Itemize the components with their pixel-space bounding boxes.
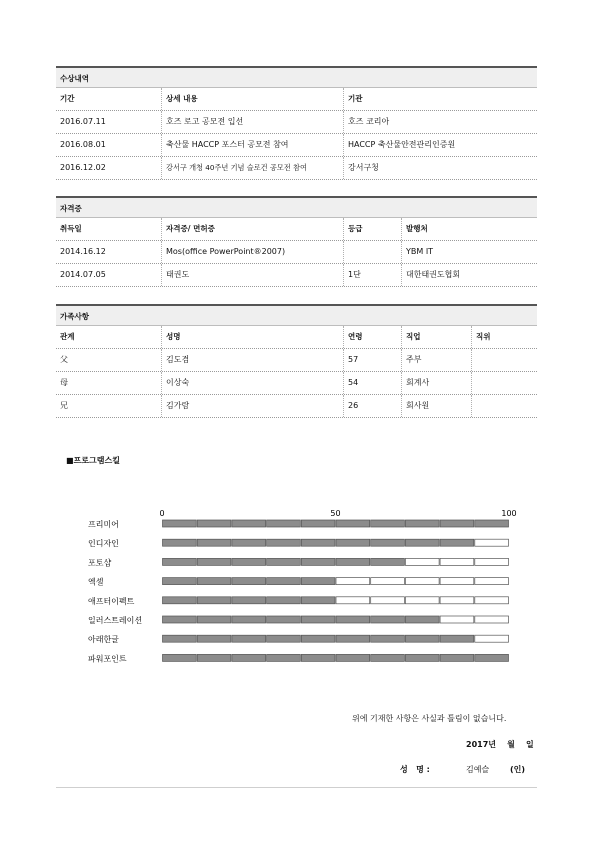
skill-label: 애프터이펙트 — [88, 596, 135, 606]
skill-bar-filled-segment — [301, 578, 335, 585]
cert-header-name: 자격증/ 면허증 — [161, 218, 343, 240]
skill-bar-filled-segment — [371, 616, 405, 623]
skill-bar-filled-segment — [336, 654, 370, 661]
family-age: 57 — [343, 349, 401, 371]
skill-bar-empty-segment — [475, 597, 509, 604]
skill-bar-filled-segment — [371, 635, 405, 642]
skill-bar-filled-segment — [475, 520, 509, 527]
skill-bar-empty-segment — [440, 558, 474, 565]
family-age: 26 — [343, 395, 401, 417]
skill-bar-filled-segment — [405, 539, 439, 546]
seal-mark: (인) — [510, 765, 526, 774]
skill-bar-filled-segment — [197, 635, 231, 642]
skill-bar-filled-segment — [267, 539, 301, 546]
award-date: 2016.12.02 — [60, 163, 106, 172]
skill-bar-filled-segment — [405, 616, 439, 623]
family-relation: 父 — [60, 355, 68, 364]
award-org: 강서구청 — [343, 157, 537, 179]
skill-bar-filled-segment — [405, 654, 439, 661]
skill-bar-filled-segment — [301, 520, 335, 527]
skill-bar-empty-segment — [405, 597, 439, 604]
name-label: 성 명 : — [400, 765, 430, 774]
skill-bar-empty-segment — [336, 578, 370, 585]
skill-bar-empty-segment — [336, 597, 370, 604]
awards-header-org: 기관 — [343, 88, 537, 110]
skill-bar-filled-segment — [232, 578, 266, 585]
skill-bar-filled-segment — [267, 558, 301, 565]
skill-bar-filled-segment — [163, 597, 197, 604]
family-header-job: 직업 — [401, 326, 471, 348]
skill-bar-empty-segment — [371, 578, 405, 585]
cert-issuer: YBM IT — [401, 241, 537, 263]
signer-name: 김예슬 — [466, 765, 490, 774]
skill-label: 파워포인트 — [88, 654, 127, 664]
skill-label: 인디자인 — [88, 539, 119, 549]
footer-divider — [56, 787, 537, 788]
awards-header-detail: 상세 내용 — [161, 88, 343, 110]
award-detail: 축산물 HACCP 포스터 공모전 참여 — [161, 134, 343, 156]
certificates-section-title: 자격증 — [56, 196, 537, 218]
skill-bar-filled-segment — [197, 558, 231, 565]
skill-bar-filled-segment — [232, 597, 266, 604]
skill-bar-filled-segment — [440, 520, 474, 527]
skill-bar-filled-segment — [405, 635, 439, 642]
cert-header-date: 취득일 — [60, 224, 82, 233]
skill-bar-filled-segment — [232, 558, 266, 565]
skill-bar-empty-segment — [475, 616, 509, 623]
skill-bar-filled-segment — [197, 654, 231, 661]
skill-bar-filled-segment — [197, 597, 231, 604]
skill-bar-filled-segment — [301, 635, 335, 642]
family-job: 주부 — [401, 349, 471, 371]
skill-bar-empty-segment — [371, 597, 405, 604]
skill-bar-filled-segment — [163, 578, 197, 585]
award-detail: 호즈 로고 공모전 입선 — [161, 111, 343, 133]
family-relation: 兄 — [60, 401, 68, 410]
skill-bar-filled-segment — [197, 520, 231, 527]
family-age: 54 — [343, 372, 401, 394]
skill-bar-empty-segment — [405, 558, 439, 565]
skill-bar-filled-segment — [197, 539, 231, 546]
cert-header-issuer: 발행처 — [401, 218, 537, 240]
award-date: 2016.07.11 — [60, 117, 106, 126]
cert-header-grade: 등급 — [343, 218, 401, 240]
cert-date: 2014.07.05 — [60, 270, 106, 279]
cert-name: 태권도 — [161, 264, 343, 286]
family-name: 김가람 — [161, 395, 343, 417]
family-header-age: 연령 — [343, 326, 401, 348]
cert-name: Mos(office PowerPoint®2007) — [161, 241, 343, 263]
skill-bar-filled-segment — [232, 539, 266, 546]
skill-bar-empty-segment — [475, 635, 509, 642]
skill-bar-filled-segment — [336, 520, 370, 527]
tick-label: 100 — [501, 509, 517, 518]
cert-issuer: 대한태권도협회 — [401, 264, 537, 286]
family-section-title: 가족사항 — [56, 304, 537, 326]
skill-bar-filled-segment — [267, 635, 301, 642]
family-name: 김도겸 — [161, 349, 343, 371]
skill-bar-filled-segment — [301, 558, 335, 565]
family-job: 회계사 — [401, 372, 471, 394]
skill-bar-filled-segment — [163, 520, 197, 527]
skill-bar-filled-segment — [163, 539, 197, 546]
skill-bar-filled-segment — [336, 558, 370, 565]
skill-bar-filled-segment — [405, 520, 439, 527]
skill-bar-filled-segment — [371, 539, 405, 546]
skill-bar-filled-segment — [440, 635, 474, 642]
skill-bar-filled-segment — [232, 654, 266, 661]
skill-bar-filled-segment — [267, 597, 301, 604]
family-job: 회사원 — [401, 395, 471, 417]
skill-bar-filled-segment — [301, 597, 335, 604]
skill-bar-filled-segment — [163, 558, 197, 565]
skill-bar-filled-segment — [371, 558, 405, 565]
skills-title: ■프로그램스킬 — [66, 456, 120, 465]
skill-bar-filled-segment — [371, 654, 405, 661]
skill-bar-filled-segment — [163, 654, 197, 661]
skill-bar-filled-segment — [336, 616, 370, 623]
skill-bar-filled-segment — [440, 654, 474, 661]
award-org: 호즈 코리아 — [343, 111, 537, 133]
skill-label: 프리미어 — [88, 520, 119, 529]
family-relation: 母 — [60, 378, 68, 387]
skill-label: 포토샵 — [88, 558, 112, 568]
declaration-date: 2017년 월 일 — [466, 740, 534, 749]
skill-bar-filled-segment — [163, 616, 197, 623]
award-date: 2016.08.01 — [60, 140, 106, 149]
skill-bar-filled-segment — [232, 635, 266, 642]
cert-date: 2014.16.12 — [60, 247, 106, 256]
skill-label: 일러스트레이션 — [88, 616, 143, 625]
skill-label: 엑셀 — [88, 577, 104, 587]
skill-bar-empty-segment — [475, 578, 509, 585]
skill-bar-filled-segment — [232, 520, 266, 527]
skill-bar-filled-segment — [267, 578, 301, 585]
family-header-name: 성명 — [161, 326, 343, 348]
skill-bar-filled-segment — [336, 539, 370, 546]
declaration-statement: 위에 기재한 사항은 사실과 틀림이 없습니다. — [352, 714, 507, 723]
skill-bar-filled-segment — [301, 616, 335, 623]
cert-grade: 1단 — [343, 264, 401, 286]
skill-bar-filled-segment — [267, 520, 301, 527]
skill-bar-filled-segment — [163, 635, 197, 642]
award-detail: 강서구 개청 40주년 기념 슬로건 공모전 참여 — [161, 157, 343, 179]
family-header-relation: 관계 — [60, 332, 75, 341]
family-header-position: 직위 — [471, 326, 537, 348]
awards-header-period: 기간 — [60, 94, 75, 103]
skill-bar-empty-segment — [440, 616, 474, 623]
tick-label: 0 — [159, 509, 165, 518]
skill-bar-filled-segment — [301, 539, 335, 546]
skill-bar-filled-segment — [301, 654, 335, 661]
skill-bar-filled-segment — [267, 616, 301, 623]
award-org: HACCP 축산물안전관리인증원 — [343, 134, 537, 156]
tick-label: 50 — [330, 509, 341, 518]
skill-bar-empty-segment — [405, 578, 439, 585]
skill-bar-filled-segment — [336, 635, 370, 642]
skill-bar-filled-segment — [475, 654, 509, 661]
skill-bar-filled-segment — [197, 578, 231, 585]
awards-section-title: 수상내역 — [56, 66, 537, 88]
skill-bar-empty-segment — [440, 578, 474, 585]
family-name: 이상숙 — [161, 372, 343, 394]
skill-bar-empty-segment — [475, 539, 509, 546]
skill-bar-filled-segment — [440, 539, 474, 546]
skill-bar-empty-segment — [440, 597, 474, 604]
skill-bar-filled-segment — [232, 616, 266, 623]
skill-bar-filled-segment — [371, 520, 405, 527]
skill-label: 아래한글 — [88, 635, 119, 645]
skill-bar-filled-segment — [197, 616, 231, 623]
skill-bar-filled-segment — [267, 654, 301, 661]
skill-bar-empty-segment — [475, 558, 509, 565]
